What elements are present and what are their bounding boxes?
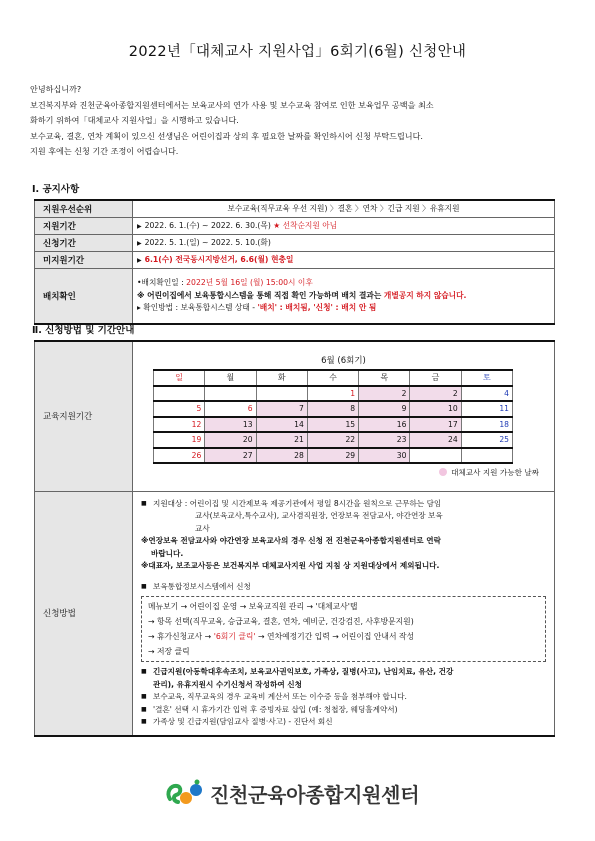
calendar-day: 16 [359, 417, 410, 433]
square-bullet-icon: ■ [141, 693, 147, 700]
table-row [35, 341, 555, 491]
calendar-day: 7 [256, 401, 307, 417]
table-row [35, 217, 555, 234]
flow-part: → 휴가신청교사 → [148, 632, 214, 641]
doc-text: '결혼' 선택 시 휴가기간 입력 후 증빙자료 삽입 (예: 청첩장, 웨딩홀계약서) [153, 704, 398, 714]
period-note: ★ 선착순지원 아님 [273, 221, 338, 230]
calendar-week [154, 417, 513, 433]
calendar-week [154, 448, 513, 464]
calendar-title: 6월 (6회기) [321, 356, 366, 366]
period-value: 2022. 6. 1.(수) ~ 2022. 6. 30.(목) [144, 221, 271, 230]
table-row [35, 268, 555, 324]
calendar-day: 15 [307, 417, 358, 433]
menu-flow-box [141, 596, 546, 662]
target-item [141, 498, 546, 536]
day-header: 목 [359, 370, 410, 386]
confirm-no-notice: 개별공지 하지 않습니다. [383, 290, 467, 300]
calendar-day: 2 [359, 386, 410, 402]
confirm-cell [133, 268, 555, 324]
calendar-day [410, 448, 461, 464]
calendar-day: 25 [461, 432, 512, 448]
table-row [35, 200, 555, 217]
logo-text: 진천군육아종합지원센터 [210, 782, 420, 807]
nosupport-cell [133, 251, 555, 268]
section2-heading: Ⅱ. 신청방법 및 기간안내 [32, 325, 135, 336]
doc-text: 가족상 및 긴급지원(담임교사 질병·사고) - 진단서 회신 [153, 717, 333, 726]
triangle-icon: ▶ [137, 223, 142, 230]
calendar-day: 8 [307, 401, 358, 417]
calendar-day: 26 [154, 448, 205, 464]
priority-value: 보수교육(직무교육 우선 지원) 〉결혼 〉연차 〉긴급 지원 〉유휴지원 [133, 200, 555, 217]
square-bullet-icon: ■ [141, 718, 147, 725]
calendar-day: 22 [307, 432, 358, 448]
nosupport-label: 미지원기간 [35, 251, 133, 268]
calendar-day: 4 [461, 386, 512, 402]
target-line: 지원대상 : 어린이집 및 시간제보육 제공기관에서 평일 8시간을 원칙으로 근무하는 담임 [153, 498, 442, 508]
confirm-note: ※ 어린이집에서 보육통합시스템을 통해 직접 확인 가능하며 배치 결과는 [137, 290, 384, 300]
notice-table [34, 199, 555, 325]
center-logo [164, 777, 444, 809]
flow-highlight: '6회기 클릭' [213, 632, 256, 641]
calendar-day: 9 [359, 401, 410, 417]
day-header: 토 [461, 370, 512, 386]
day-header: 월 [205, 370, 256, 386]
flow-line: → 저장 클릭 [148, 647, 190, 656]
calendar-day: 23 [359, 432, 410, 448]
square-bullet-icon: ■ [141, 668, 147, 675]
note-line: 바랍니다. [151, 548, 184, 558]
confirm-date: 2022년 5월 16일 (월) 15:00시 이후 [186, 278, 313, 287]
calendar-day: 27 [205, 448, 256, 464]
day-header: 일 [154, 370, 205, 386]
note-extended [141, 535, 546, 560]
target-line: 교사(보육교사,특수교사), 교사겸직원장, 연장보육 전담교사, 야간연장 보육 [195, 511, 443, 520]
urgent-item [141, 666, 546, 691]
calendar-day: 30 [359, 448, 410, 464]
intro-line: 안녕하십니까? [30, 84, 82, 94]
nosupport-value: 6.1(수) 전국동시지방선거, 6.6(월) 현충일 [144, 255, 294, 264]
page-title: 2022년「대체교사 지원사업」6회기(6월) 신청안내 [128, 44, 467, 60]
day-header: 수 [307, 370, 358, 386]
intro-line: 화하기 위하여「대체교사 지원사업」을 시행하고 있습니다. [30, 115, 239, 125]
legend-text: 대체교사 지원 가능한 날짜 [451, 468, 539, 477]
confirm-date-prefix: •배치확인일 : [137, 278, 187, 287]
edu-period-label: 교육지원기간 [35, 341, 133, 491]
apply-label: 신청기간 [35, 234, 133, 251]
calendar-day: 28 [256, 448, 307, 464]
logo-mark-icon [164, 777, 204, 809]
calendar-day [154, 386, 205, 402]
apply-value: 2022. 5. 1.(일) ~ 2022. 5. 10.(화) [144, 238, 271, 247]
calendar-day [205, 386, 256, 402]
system-text: 보육통합정보시스템에서 신청 [153, 581, 251, 591]
square-bullet-icon: ■ [141, 499, 147, 507]
calendar-day [256, 386, 307, 402]
target-line: 교사 [195, 523, 210, 533]
intro-line: 보수교육, 결혼, 연차 계획이 있으신 선생님은 어린이집과 상의 후 필요한 날짜를 확인하시어 신청 부탁드립니다. [30, 130, 424, 141]
urgent-text [153, 666, 453, 691]
confirm-note-line [137, 290, 550, 303]
calendar-day: 21 [256, 432, 307, 448]
calendar-day: 2 [410, 386, 461, 402]
day-header: 금 [410, 370, 461, 386]
calendar-day: 12 [154, 417, 205, 433]
priority-label: 지원우선순위 [35, 200, 133, 217]
table-row [35, 234, 555, 251]
calendar-legend [133, 467, 554, 478]
confirm-method: ▸ 확인방법 : 보육통합시스템 상태 - [137, 303, 258, 312]
calendar-day: 20 [205, 432, 256, 448]
square-bullet-icon: ■ [141, 705, 147, 713]
calendar-week [154, 386, 513, 402]
confirm-status: '배치' : 배치됨, '신청' : 배치 안 됨 [257, 303, 377, 312]
period-label: 지원기간 [35, 217, 133, 234]
day-header: 화 [256, 370, 307, 386]
period-cell [133, 217, 555, 234]
intro-line: 지원 후에는 신청 기간 조정이 어렵습니다. [30, 146, 179, 156]
square-bullet-icon: ■ [141, 582, 147, 590]
doc-item [141, 704, 546, 717]
section1-heading: Ⅰ. 공지사항 [32, 184, 80, 195]
calendar-week [154, 432, 513, 448]
calendar-day: 5 [154, 401, 205, 417]
system-item [141, 581, 546, 594]
doc-text: 보수교육, 직무교육의 경우 교육비 계산서 또는 이수증 등을 첨부해야 합니다. [153, 692, 407, 701]
calendar-day: 14 [256, 417, 307, 433]
calendar-day: 10 [410, 401, 461, 417]
flow-part: → 연차예정기간 입력 → 어린이집 안내서 작성 [255, 632, 415, 641]
urgent-line: 긴급지원(아동학대후속조치, 보육교사권익보호, 가족상, 질병(사고), 난임치료, 유산, 건강 [153, 667, 454, 676]
target-text [153, 498, 443, 536]
triangle-icon: ▶ [137, 240, 142, 247]
table-row [35, 251, 555, 268]
doc-item [141, 691, 546, 704]
note-line: ※연장보육 전담교사와 야간연장 보육교사의 경우 신청 전 진천군육아종합지원센터로 연락 [141, 536, 441, 545]
note-exclusion: ※대표자, 보조교사등은 보건복지부 대체교사지원 사업 지침 상 지원대상에서 제외됩니다. [141, 561, 440, 570]
calendar-day: 29 [307, 448, 358, 464]
confirm-date-line [137, 277, 550, 290]
confirm-label: 배치확인 [35, 268, 133, 324]
flow-line: → 항목 선택(직무교육, 승급교육, 결혼, 연차, 예비군, 건강검진, 사후방문지원) [148, 617, 414, 626]
doc-item [141, 716, 546, 729]
calendar-day: 24 [410, 432, 461, 448]
calendar [153, 369, 513, 464]
legend-dot-icon [439, 468, 447, 476]
calendar-day: 6 [205, 401, 256, 417]
table-row [35, 491, 555, 736]
flow-line: 메뉴보기 → 어린이집 운영 → 보육교직원 관리 → '대체교사'탭 [148, 602, 358, 611]
calendar-cell [133, 341, 555, 491]
calendar-day [461, 448, 512, 464]
calendar-day: 1 [307, 386, 358, 402]
calendar-day: 11 [461, 401, 512, 417]
calendar-day: 13 [205, 417, 256, 433]
calendar-header [154, 370, 513, 386]
method-cell [133, 491, 555, 736]
calendar-day: 17 [410, 417, 461, 433]
method-table [34, 340, 555, 737]
calendar-day: 19 [154, 432, 205, 448]
apply-cell [133, 234, 555, 251]
method-label: 신청방법 [35, 491, 133, 736]
calendar-week [154, 401, 513, 417]
intro-line: 보건복지부와 진천군육아종합지원센터에서는 보육교사의 연가 사용 및 보수교육 참여로 인한 보육업무 공백을 최소 [30, 99, 434, 110]
flow-line [148, 629, 539, 644]
intro-text [30, 82, 570, 160]
calendar-day: 18 [461, 417, 512, 433]
triangle-icon: ▶ [137, 257, 142, 264]
confirm-method-line [137, 302, 550, 315]
urgent-line: 관리), 유휴지원시 수기신청서 작성하여 신청 [153, 679, 302, 689]
